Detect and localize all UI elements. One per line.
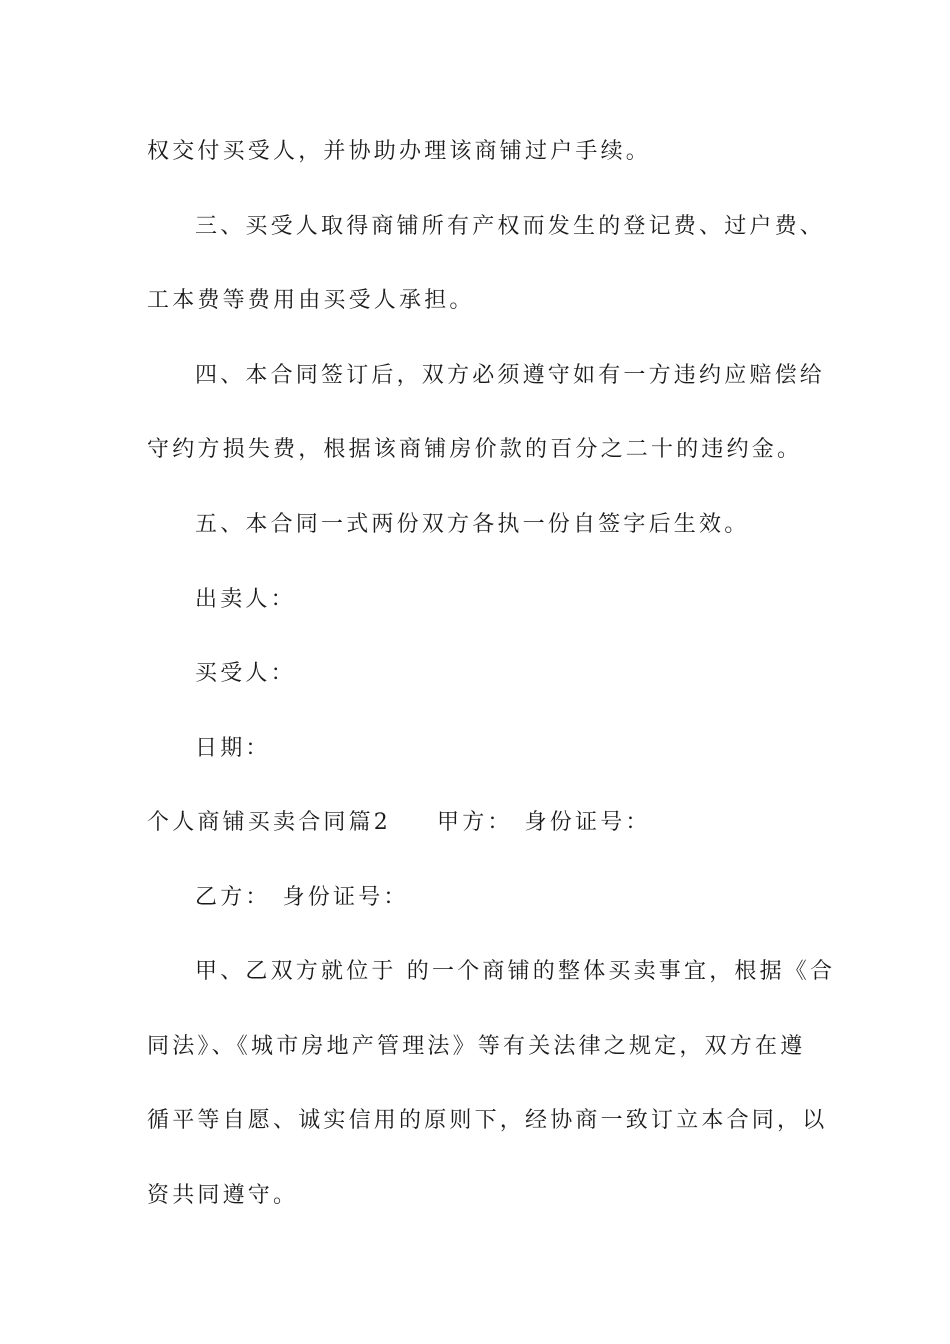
body-line: 同法》、《城市房地产管理法》等有关法律之规定，双方在遵 bbox=[147, 1034, 806, 1059]
party-a-id-label: 身份证号： bbox=[524, 810, 651, 835]
party-a-label: 甲方： bbox=[437, 810, 513, 835]
party-b-line bbox=[195, 883, 855, 913]
section-title: 个人商铺买卖合同篇2 bbox=[147, 810, 391, 835]
clause-three-line1: 三、买受人取得商铺所有产权而发生的登记费、过户费、 bbox=[195, 214, 826, 239]
clause-five: 五、本合同一式两份双方各执一份自签字后生效。 bbox=[195, 512, 750, 537]
clause-three-line2: 工本费等费用由买受人承担。 bbox=[147, 288, 475, 313]
body-line: 资共同遵守。 bbox=[147, 1183, 299, 1208]
party-b-label: 乙方： bbox=[195, 885, 271, 910]
clause-four-line2: 守约方损失费，根据该商铺房价款的百分之二十的违约金。 bbox=[147, 437, 803, 462]
body-line: 循平等自愿、诚实信用的原则下，经协商一致订立本合同，以 bbox=[147, 1108, 828, 1133]
buyer-label: 买受人： bbox=[195, 661, 296, 686]
section-header-line bbox=[147, 808, 807, 838]
seller-label: 出卖人： bbox=[195, 587, 296, 612]
paragraph-line: 权交付买受人，并协助办理该商铺过户手续。 bbox=[147, 139, 652, 164]
clause-four-line1: 四、本合同签订后，双方必须遵守如有一方违约应赔偿给 bbox=[195, 363, 826, 388]
date-label: 日期： bbox=[195, 736, 271, 761]
body-line: 甲、乙双方就位于 的一个商铺的整体买卖事宜，根据《合 bbox=[195, 959, 836, 984]
party-b-id-label: 身份证号： bbox=[282, 885, 409, 910]
